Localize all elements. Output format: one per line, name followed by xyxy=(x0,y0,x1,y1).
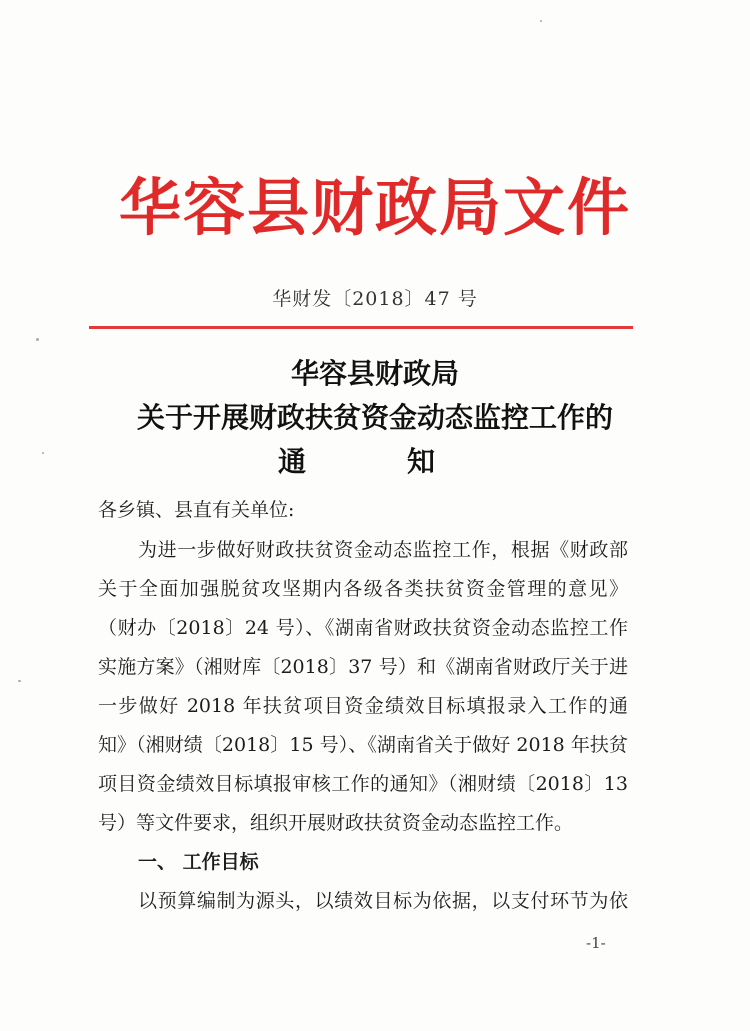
scan-speck xyxy=(42,452,44,454)
scan-speck xyxy=(18,680,21,682)
paragraph-line: 关于全面加强脱贫攻坚期内各级各类扶贫资金管理的意见》 xyxy=(98,578,628,600)
paragraph-line: 知》（湘财绩〔2018〕15 号）、《湖南省关于做好 2018 年扶贫 xyxy=(98,734,628,756)
scan-speck xyxy=(540,20,542,22)
document-title xyxy=(0,352,750,484)
paragraph-line: （财办〔2018〕24 号）、《湖南省财政扶贫资金动态监控工作 xyxy=(98,617,628,639)
paragraph-line: 一步做好 2018 年扶贫项目资金绩效目标填报录入工作的通 xyxy=(98,695,628,717)
section-heading: 一、 工作目标 xyxy=(138,851,259,873)
title-line-2: 关于开展财政扶贫资金动态监控工作的 xyxy=(136,401,613,434)
title-line-3 xyxy=(0,440,750,484)
title-line-1: 华容县财政局 xyxy=(290,357,459,390)
paragraph-line: 以预算编制为源头，以绩效目标为依据，以支付环节为依 xyxy=(138,890,628,912)
paragraph-line: 号）等文件要求，组织开展财政扶贫资金动态监控工作。 xyxy=(98,812,574,834)
title-notice-char-2: 知 xyxy=(407,445,436,478)
paragraph-line: 实施方案》（湘财库〔2018〕37 号）和《湖南省财政厅关于进 xyxy=(98,656,628,678)
paragraph-line: 项目资金绩效目标填报审核工作的通知》（湘财绩〔2018〕13 xyxy=(98,773,628,795)
document-number: 华财发〔2018〕47 号 xyxy=(272,288,478,310)
agency-header-title: 华容县财政局文件 xyxy=(118,171,631,244)
paragraph-line: 为进一步做好财政扶贫资金动态监控工作，根据《财政部 xyxy=(138,539,628,561)
page-number: -1- xyxy=(586,934,606,952)
title-notice-char-1: 通 xyxy=(278,445,307,478)
red-separator-line xyxy=(89,326,633,329)
addressee-line: 各乡镇、县直有关单位: xyxy=(98,499,295,521)
scan-speck xyxy=(36,338,39,341)
